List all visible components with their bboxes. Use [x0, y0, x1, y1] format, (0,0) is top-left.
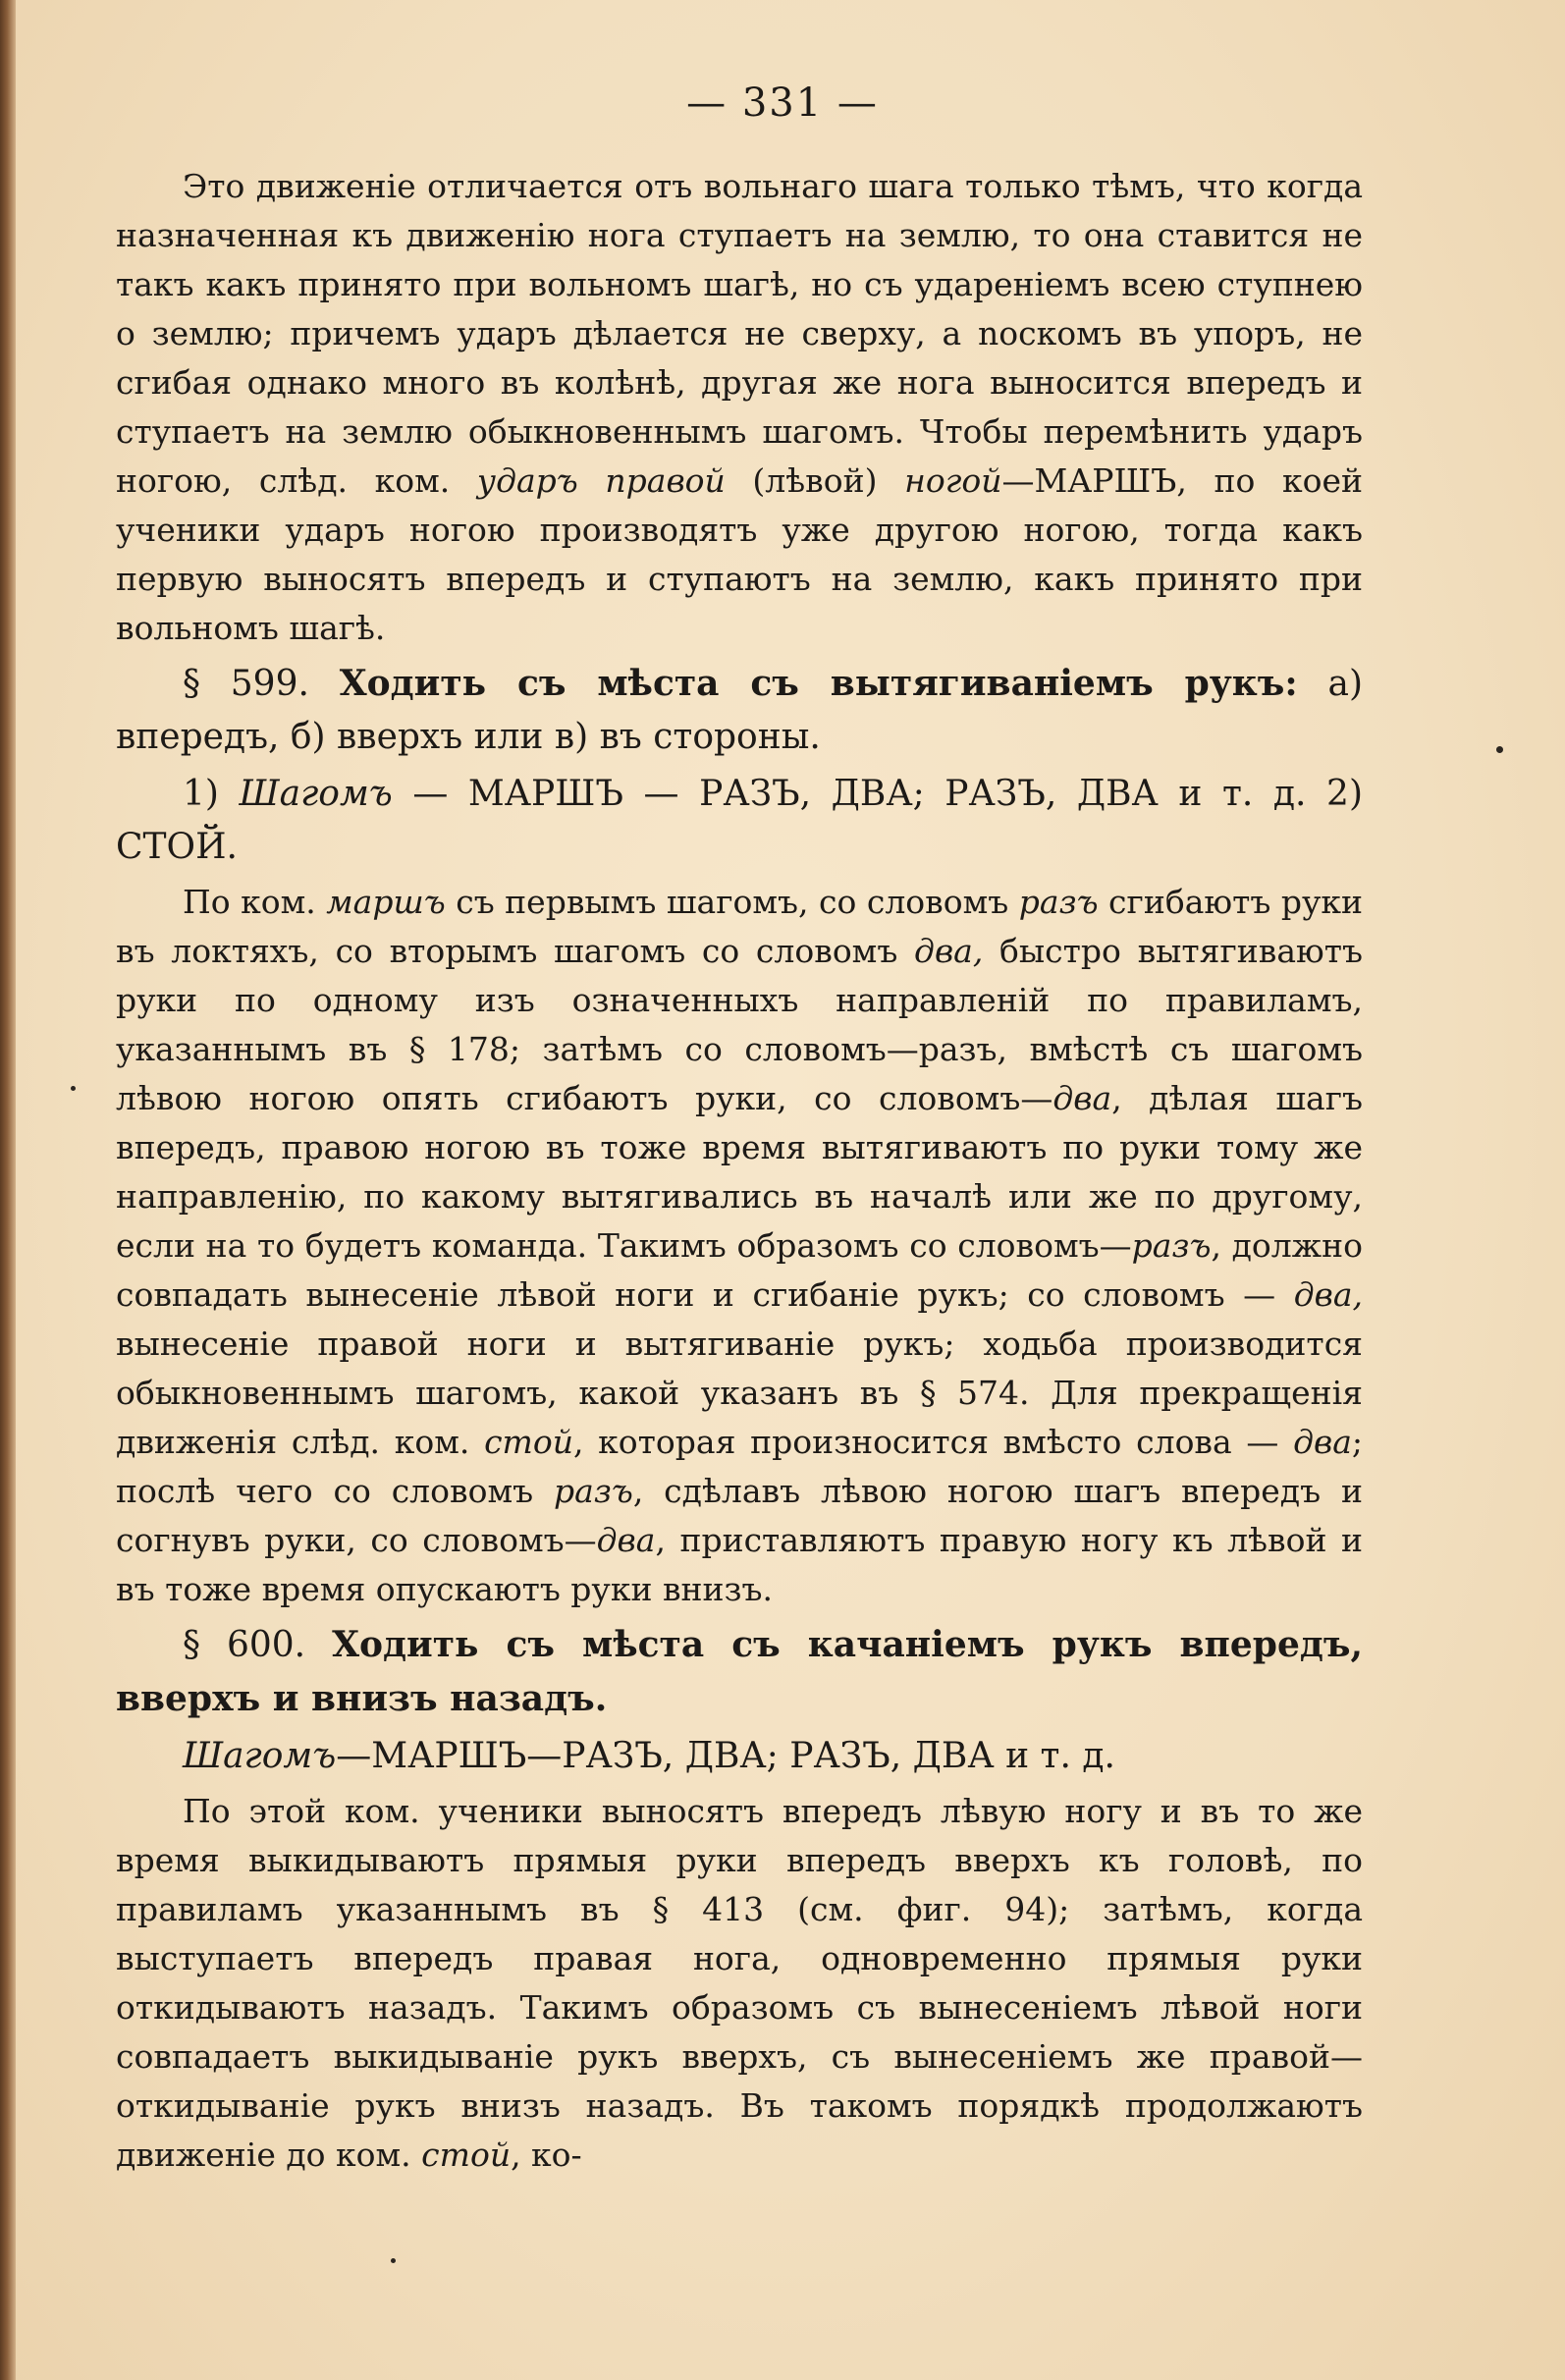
- ink-speck: [1496, 746, 1503, 753]
- heading-paragraph: [116, 1730, 1363, 1783]
- text-run: , дѣлая шагъ впередъ, правою ногою въ тоже время вытягиваютъ по руки тому же направленію, по какому вытягивались въ началѣ или же по другому, если на то будетъ команда. Такимъ образомъ со словомъ—: [116, 1079, 1363, 1265]
- text-run: , которая произносится вмѣсто слова —: [572, 1423, 1294, 1461]
- ink-speck: [71, 1086, 76, 1091]
- text-run: сгибаютъ руки въ локтяхъ, со вторымъ шагомъ со словомъ: [116, 883, 1364, 970]
- italic-term: маршъ: [326, 883, 446, 921]
- text-run: , приставляютъ правую ногу къ лѣвой и въ тоже время опускаютъ руки внизъ.: [116, 1521, 1363, 1608]
- text-run: (лѣвой): [725, 461, 905, 500]
- italic-term: ногой: [904, 461, 1002, 500]
- text-run: 1): [183, 774, 240, 814]
- page-binding-edge: [0, 0, 16, 2380]
- italic-term: Шагомъ: [239, 774, 393, 814]
- italic-term: стой: [421, 2136, 512, 2174]
- text-run: § 599.: [183, 664, 340, 704]
- ink-speck: [391, 2258, 396, 2263]
- text-run: ; послѣ чего со словомъ: [116, 1423, 1364, 1510]
- text-run: , должно совпадать вынесеніе лѣвой ноги и сгибаніе рукъ; со словомъ —: [116, 1226, 1363, 1314]
- text-run: , ко-: [511, 2136, 582, 2174]
- text-run: съ первымъ шагомъ, со словомъ: [445, 883, 1019, 921]
- page-number: — 331 —: [686, 81, 879, 126]
- text-run: По этой ком. ученики выносятъ впередъ лѣвую ногу и въ то же время выкидываютъ прямыя руки впередъ вверхъ къ головѣ, по правиламъ указаннымъ въ § 413 (см. фиг. 94); затѣмъ, когда выступаетъ впередъ правая нога, одновременно прямыя руки откидываютъ назадъ. Такимъ образомъ съ вынесеніемъ лѣвой ноги совпадаетъ выкидываніе рукъ вверхъ, съ вынесеніемъ же правой—откидываніе рукъ внизъ назадъ. Въ такомъ порядкѣ продолжаютъ движеніе до ком.: [116, 1792, 1363, 2174]
- body-paragraph: [116, 162, 1363, 653]
- italic-term: два: [1293, 1423, 1352, 1461]
- text-run: § 600.: [183, 1625, 333, 1665]
- italic-term: ударъ правой: [476, 461, 726, 500]
- page-text: [116, 162, 1363, 2180]
- heading-paragraph: [116, 768, 1363, 874]
- text-run: вынесеніе правой ноги и вытягиваніе рукъ; ходьба производится обыкновеннымъ шагомъ, какой указанъ въ § 574. Для прекращенія движенія слѣд. ком.: [116, 1325, 1363, 1461]
- text-run: — МАРШЪ — РАЗЪ, ДВА; РАЗЪ, ДВА и т. д. 2) СТОЙ.: [116, 774, 1363, 867]
- italic-term: два,: [1293, 1275, 1363, 1314]
- italic-term: Шагомъ: [183, 1736, 337, 1776]
- italic-term: разъ: [554, 1472, 633, 1510]
- italic-term: стой: [484, 1423, 573, 1461]
- text-run: Это движеніе отличается отъ вольнаго шага только тѣмъ, что когда назначенная къ движенію нога ступаетъ на землю, то она ставится не такъ какъ принято при вольномъ шагѣ, но съ удареніемъ всею ступнею о землю; причемъ ударъ дѣлается не сверху, а noскомъ въ упоръ, не сгибая однако много въ колѣнѣ, другая же нога выносится впередъ и ступаетъ на землю обыкновеннымъ шагомъ. Чтобы перемѣнить ударъ ногою, слѣд. ком.: [116, 167, 1363, 500]
- italic-term: два: [1052, 1079, 1112, 1117]
- text-run: —МАРШЪ, по коей ученики ударъ ногою производятъ уже другою ногою, тогда какъ первую выносятъ впередъ и ступаютъ на землю, какъ принято при вольномъ шагѣ.: [116, 461, 1363, 647]
- text-run: По ком.: [183, 883, 327, 921]
- italic-term: разъ: [1018, 883, 1099, 921]
- text-run: быстро вытягиваютъ руки по одному изъ означенныхъ направленій по правиламъ, указаннымъ въ § 178; затѣмъ со словомъ—разъ, вмѣстѣ съ шагомъ лѣвою ногою опять сгибаютъ руки, со словомъ—: [116, 932, 1364, 1117]
- text-run: , сдѣлавъ лѣвою ногою шагъ впередъ и согнувъ руки, со словомъ—: [116, 1472, 1363, 1559]
- italic-term: два,: [914, 932, 984, 970]
- heading-paragraph: [116, 657, 1363, 764]
- body-paragraph: [116, 1787, 1363, 2180]
- section-title: Ходить съ мѣста съ качаніемъ рукъ впередъ, вверхъ и внизъ назадъ.: [116, 1624, 1364, 1719]
- text-run: а) впередъ, б) вверхъ или в) въ стороны.: [116, 664, 1363, 757]
- heading-paragraph: [116, 1618, 1363, 1726]
- section-title: Ходить съ мѣста съ вытягиваніемъ рукъ:: [339, 663, 1298, 704]
- italic-term: два: [596, 1521, 656, 1559]
- body-paragraph: [116, 878, 1363, 1614]
- italic-term: разъ: [1131, 1226, 1212, 1265]
- text-run: —МАРШЪ—РАЗЪ, ДВА; РАЗЪ, ДВА и т. д.: [336, 1736, 1115, 1776]
